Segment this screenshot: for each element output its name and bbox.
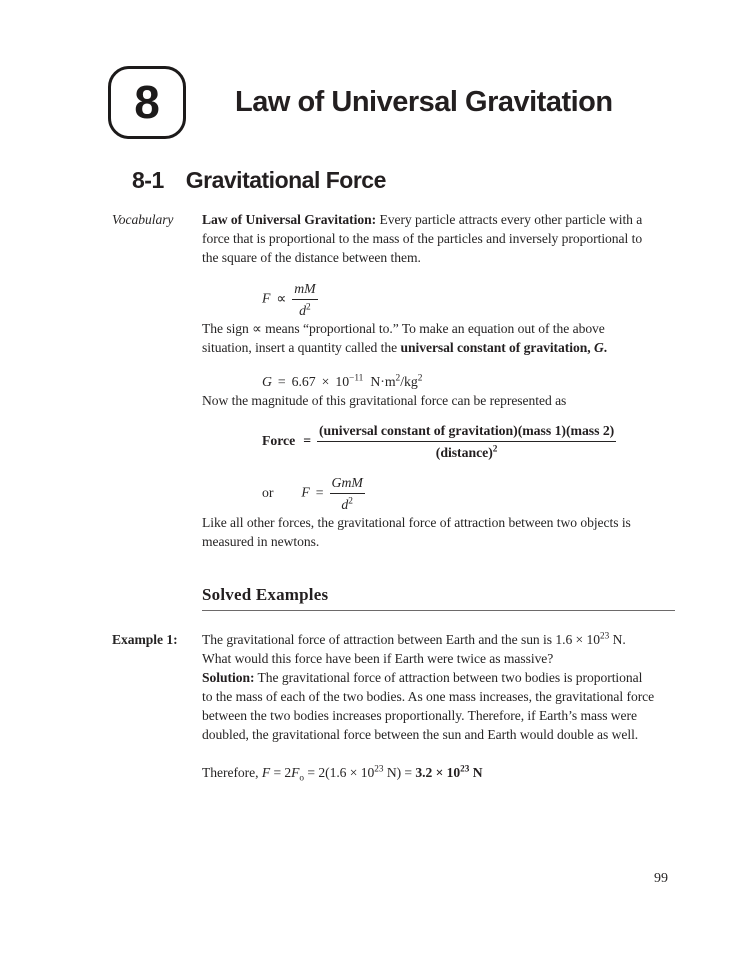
therefore-line xyxy=(202,763,656,782)
example1-label: Example 1: xyxy=(112,632,178,647)
math-var-F: F xyxy=(261,765,271,780)
solved-examples-title: Solved Examples xyxy=(202,585,329,604)
therefore-text: N) = xyxy=(383,765,416,780)
times-sign: × xyxy=(321,374,330,389)
therefore-text: Therefore, xyxy=(202,765,262,780)
vocab-definition-text: Every particle attracts every other particle with a force that is proportional to the mass of the particles and inversely proportional to the square of the distance between them. xyxy=(202,212,643,265)
fraction xyxy=(292,280,317,319)
unit-newton-meter: N·m xyxy=(370,374,396,389)
therefore-text: = 2(1.6 × 10 xyxy=(304,765,375,780)
fraction xyxy=(330,474,365,513)
or-label: or xyxy=(262,484,274,500)
exponent: 23 xyxy=(600,630,610,641)
unit-per-kg: /kg xyxy=(400,374,418,389)
math-var-G: G xyxy=(262,374,272,389)
equals-sign: = xyxy=(277,374,286,389)
numerator-text: (universal constant of gravitation)(mass 1)(mass 2) xyxy=(319,423,615,438)
exponent: 2 xyxy=(348,496,353,507)
proportional-symbol: ∝ xyxy=(276,290,287,306)
formula-g-constant xyxy=(262,372,656,391)
formula-f-gmm xyxy=(262,474,656,513)
solution-text: The gravitational force of attraction between two bodies is proportional to the mass of each of the two bodies. As one mass increases, the gravitational force between the two bodies increases proportionally. Therefore, if Earth’s mass were doubled, the gravitational force between the sun and Earth would double as well. xyxy=(202,670,655,742)
vocab-definition xyxy=(202,210,656,267)
equals-sign: = xyxy=(315,484,324,500)
vocabulary-label: Vocabulary xyxy=(112,212,174,227)
denominator-text: (distance) xyxy=(435,445,493,460)
fraction-denominator xyxy=(292,299,317,319)
exponent: 23 xyxy=(374,763,384,774)
fraction-denominator xyxy=(330,493,365,513)
section-number: 8-1 xyxy=(132,167,164,193)
exponent: 2 xyxy=(305,302,311,313)
math-var-d: d xyxy=(299,303,306,318)
therefore-text: = 2 xyxy=(270,765,292,780)
paragraph-sign-meaning xyxy=(202,319,656,357)
paragraph-newtons: Like all other forces, the gravitational force of attraction between two objects is measured in newtons. xyxy=(202,515,631,549)
answer-unit: N xyxy=(469,765,483,780)
fraction-numerator xyxy=(317,422,616,441)
coefficient: 6.67 xyxy=(291,374,316,389)
fraction-denominator xyxy=(317,441,616,461)
equals-sign: = xyxy=(303,432,312,448)
example1-solution xyxy=(202,668,656,744)
unit-exponent: 2 xyxy=(395,373,401,384)
power-exponent: −11 xyxy=(349,373,364,384)
bold-universal-constant: universal constant of gravitation, xyxy=(400,340,594,355)
subscript-o: o xyxy=(299,772,305,783)
math-var-F: F xyxy=(301,484,310,500)
fraction xyxy=(317,422,616,461)
answer-bold: 3.2 × 10 xyxy=(415,765,461,780)
math-var-F: F xyxy=(262,290,271,306)
formula-force-words xyxy=(262,422,656,461)
bold-period: . xyxy=(603,340,608,355)
example1-problem xyxy=(202,630,656,668)
math-var-F: F xyxy=(291,765,300,780)
fraction-numerator: mM xyxy=(294,281,316,296)
section-heading xyxy=(108,167,656,194)
unit-exponent: 2 xyxy=(417,373,423,384)
chapter-title: Law of Universal Gravitation xyxy=(235,86,613,118)
paragraph-magnitude: Now the magnitude of this gravitational force can be represented as xyxy=(202,393,567,408)
solved-examples-heading xyxy=(202,585,675,611)
fraction-numerator: GmM xyxy=(331,475,363,490)
problem-text: N. What would this force have been if Earth were twice as massive? xyxy=(202,632,626,666)
exponent: 2 xyxy=(492,444,498,455)
solution-label: Solution: xyxy=(202,670,255,685)
answer-exponent: 23 xyxy=(460,763,470,774)
formula-proportionality xyxy=(262,280,656,319)
section-title: Gravitational Force xyxy=(185,167,386,193)
force-label: Force xyxy=(262,432,296,448)
chapter-number-badge xyxy=(108,66,186,139)
page-number: 99 xyxy=(654,871,668,886)
vocabulary-content xyxy=(202,210,656,611)
chapter-number: 8 xyxy=(134,75,160,128)
chapter-header xyxy=(108,0,656,139)
math-var-G: G xyxy=(593,340,604,355)
power-base: 10 xyxy=(335,374,350,389)
page-content xyxy=(108,210,656,782)
vocab-term: Law of Universal Gravitation: xyxy=(202,212,377,227)
sign-text: The sign ∝ means “proportional to.” To make an equation out of the above situation, insert a quantity called the xyxy=(202,321,605,355)
example1-content xyxy=(202,611,656,782)
problem-text: The gravitational force of attraction between Earth and the sun is 1.6 × 10 xyxy=(202,632,600,647)
math-var-d: d xyxy=(341,497,349,512)
